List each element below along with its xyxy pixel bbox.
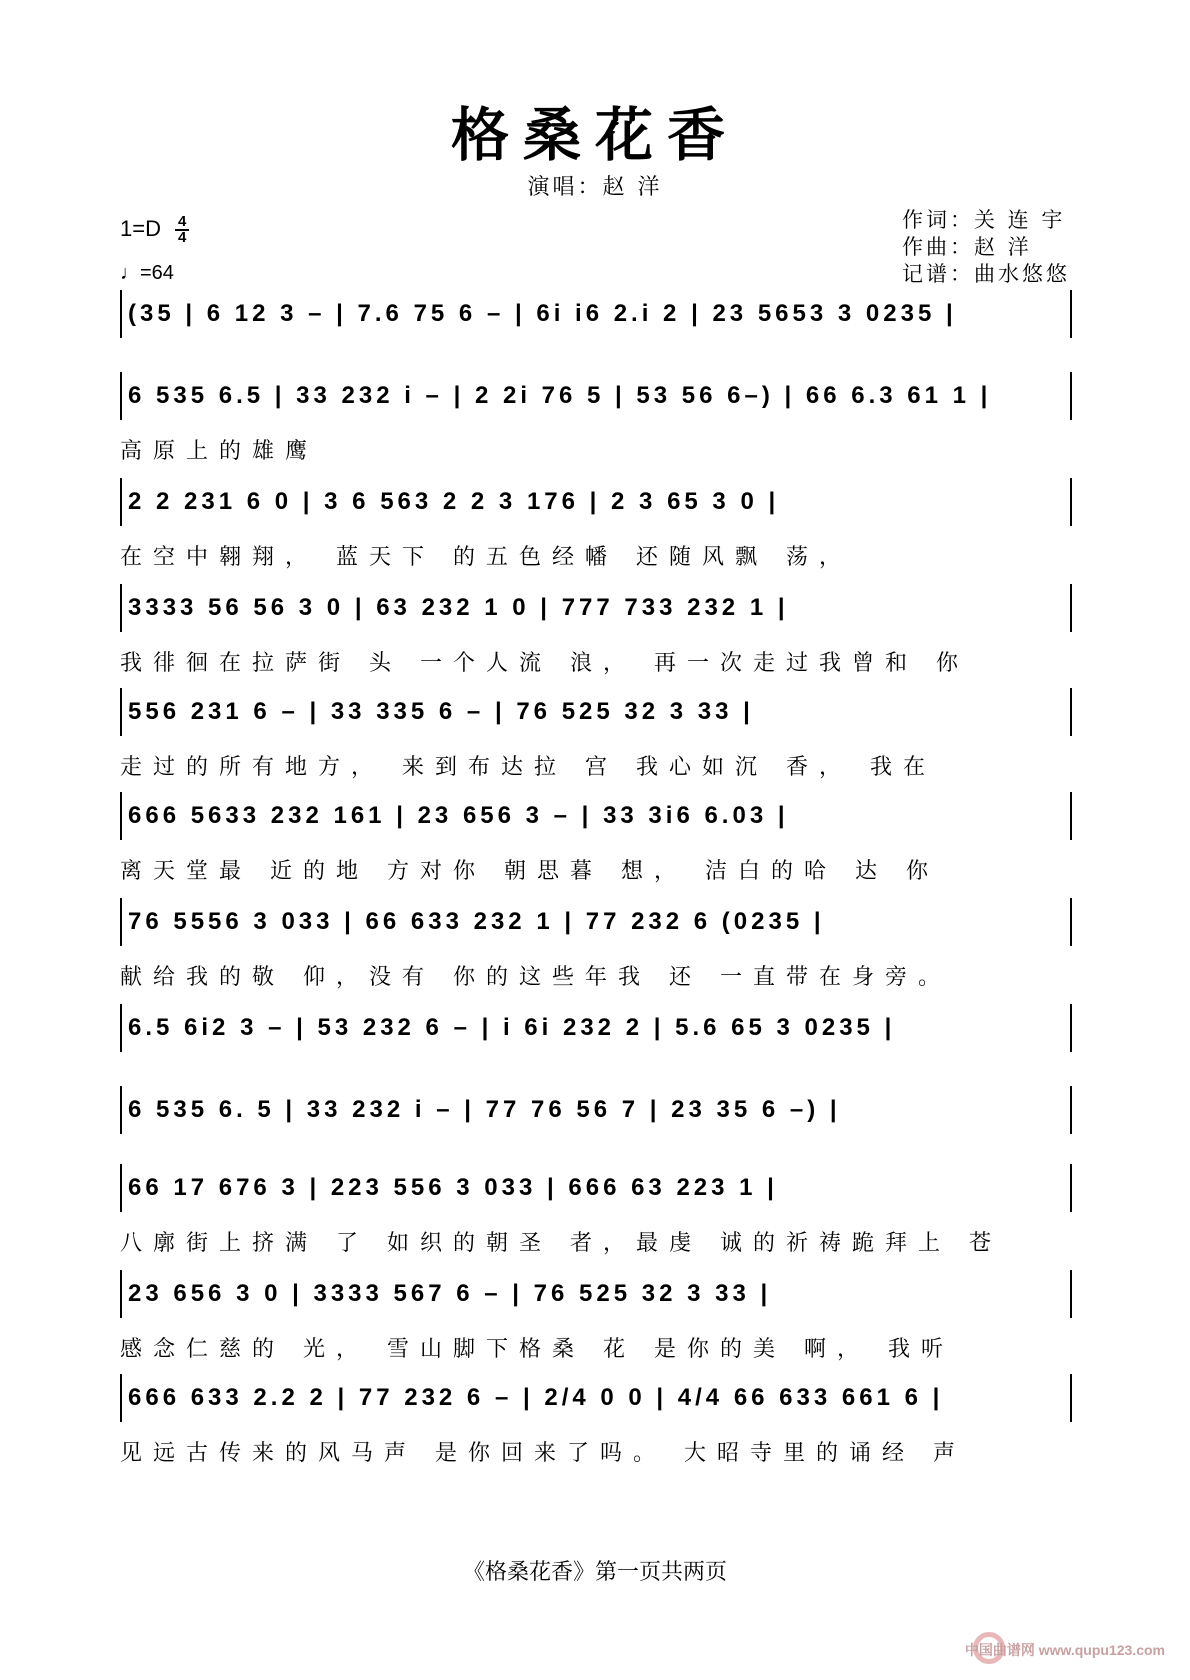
lyrics: 高原上的雄鹰: [120, 439, 319, 464]
notation: 6 535 6. 5 | 33 232 i – | 77 76 56 7 | 23 35 6 –) |: [120, 1086, 1072, 1134]
time-signature: [175, 215, 189, 245]
lyrics: 八廓街上挤满 了 如织的朝圣 者，最虔 诚的祈祷跪拜上 苍: [120, 1231, 1002, 1256]
lyrics: 见远古传来的风马声 是你回来了吗。 大昭寺里的诵经 声: [120, 1441, 966, 1466]
lyrics: 离天堂最 近的地 方对你 朝思暮 想， 洁白的哈 达 你: [120, 859, 939, 884]
singer: 演唱：赵 洋: [527, 175, 663, 200]
time-signature-bottom: 4: [177, 229, 187, 246]
notation: 76 5556 3 033 | 66 633 232 1 | 77 232 6 (0235 |: [120, 898, 1072, 946]
lyrics: 我徘徊在拉萨街 头 一个人流 浪， 再一次走过我曾和 你: [120, 651, 969, 676]
notation: 66 17 676 3 | 223 556 3 033 | 666 63 223 1 |: [120, 1164, 1072, 1212]
key-signature: [120, 215, 189, 245]
lyricist: 作词：关 连 宇: [902, 208, 1066, 232]
time-signature-top: 4: [177, 213, 187, 230]
page-footer: 《格桑花香》第一页共两页: [462, 1560, 727, 1585]
notation: 6.5 6i2 3 – | 53 232 6 – | i 6i 232 2 | 5.6 65 3 0235 |: [120, 1004, 1072, 1052]
song-title: 格桑花香: [450, 101, 739, 169]
watermark: 中国曲谱网 www.qupu123.com: [964, 1642, 1165, 1658]
tempo-marking: ♩=64: [120, 262, 174, 284]
notation: 6 535 6.5 | 33 232 i – | 2 2i 76 5 | 53 56 6–) | 66 6.3 61 1 |: [120, 372, 1072, 420]
lyrics: 献给我的敬 仰，没有 你的这些年我 还 一直带在身旁。: [120, 965, 951, 990]
notation: 556 231 6 – | 33 335 6 – | 76 525 32 3 33 |: [120, 688, 1072, 736]
composer: 作曲：赵 洋: [902, 235, 1032, 259]
lyrics: 走过的所有地方， 来到布达拉 宫 我心如沉 香， 我在: [120, 755, 936, 780]
notation: 3333 56 56 3 0 | 63 232 1 0 | 777 733 232 1 |: [120, 584, 1072, 632]
notation: (35 | 6 12 3 – | 7.6 75 6 – | 6i i6 2.i 2 | 23 5653 3 0235 |: [120, 290, 1072, 338]
notation: 666 5633 232 161 | 23 656 3 – | 33 3i6 6.03 |: [120, 792, 1072, 840]
notation: 23 656 3 0 | 3333 567 6 – | 76 525 32 3 33 |: [120, 1270, 1072, 1318]
credits: [902, 207, 1070, 288]
lyrics: 在空中翱翔， 蓝天下 的五色经幡 还随风飘 荡，: [120, 545, 852, 570]
notation: 666 633 2.2 2 | 77 232 6 – | 2/4 0 0 | 4/4 66 633 661 6 |: [120, 1374, 1072, 1422]
transcriber: 记谱：曲水悠悠: [902, 262, 1070, 286]
key-label: 1=D: [120, 215, 161, 241]
lyrics: 感念仁慈的 光， 雪山脚下格桑 花 是你的美 啊， 我听: [120, 1337, 954, 1362]
notation: 2 2 231 6 0 | 3 6 563 2 2 3 176 | 2 3 65 3 0 |: [120, 478, 1072, 526]
